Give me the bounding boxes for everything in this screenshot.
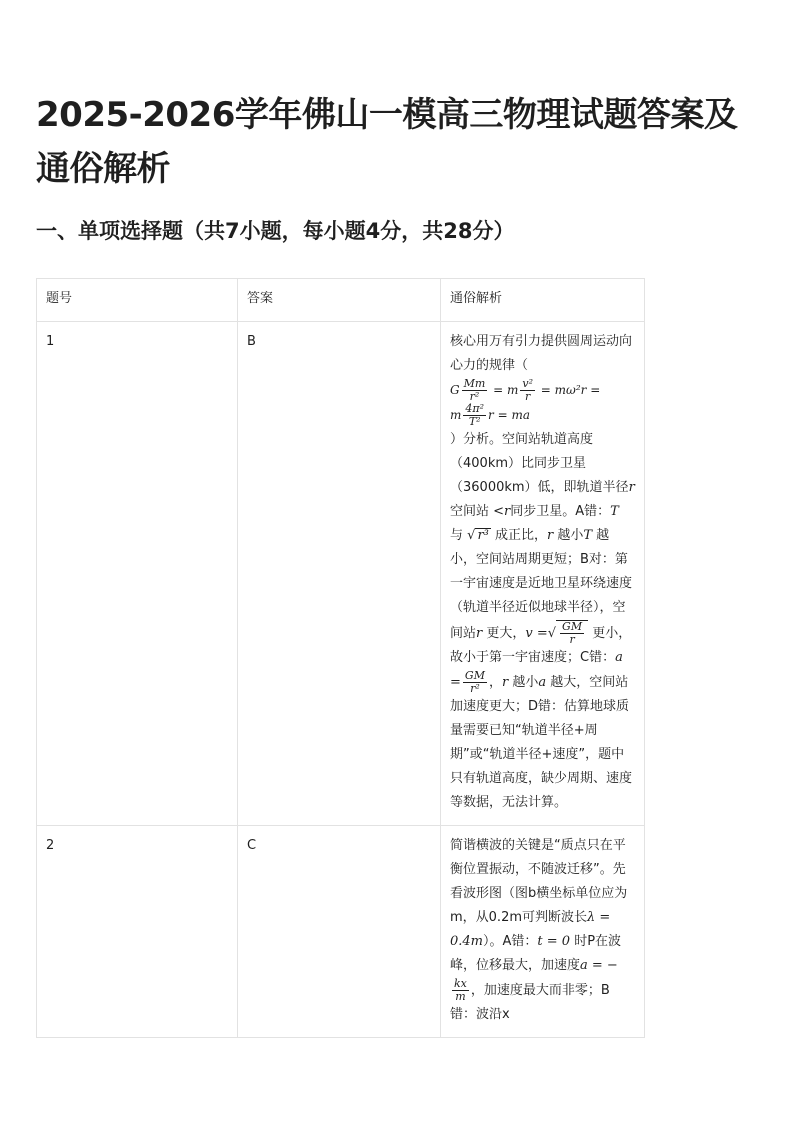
column-header-number: 题号 [37, 279, 238, 322]
question-number: 2 [37, 826, 238, 1038]
table-header-row [37, 279, 645, 322]
page-title: 2025-2026学年佛山一模高三物理试题答案及通俗解析 [36, 95, 738, 189]
formula: G $\frac{Mm}{\text{r²}}$ = m $\frac{\text{v²}}{r}$ = mω²r = [450, 377, 601, 403]
section-title: 一、单项选择题（共7小题，每小题4分，共28分） [36, 219, 515, 243]
answer-table [36, 278, 645, 1038]
expl-text: 简谐横波的关键是“质点只在平衡位置振动，不随波迁移”。先看波形图（图b横坐标单位应为m，从0.2m可判断波长 [450, 838, 628, 925]
table-row [37, 826, 645, 1038]
explanation-cell: 核心用万有引力提供圆周运动向心力的规律（ G $\frac{Mm}{\text{r²}}$ = m $\frac{\text{v²}}{r}$ = mω²r = m $\frac{\text{4π²}}{\text{T²}}$ r = ma ）分析。空间站轨道高度（400km）比同步卫星（36000km）低，即轨道半径r空间站 <r同步卫星。A错：T 与 √ r³ 成正比，r 越小T 越小，空间站周期更短；B对：第一宇宙速度是近地卫星环绕速度（轨道半径近似地球半径），空间站r 更大，v =√ $\frac{GM}{r}$ 更小，故小于第一宇宙速度；C错：a = $\frac{GM}{\text{r²}}$ ，r 越小a 越大，空间站加速度更大；D错：估算地球质量需要已知“轨道半径+周期”或“轨道半径+速度”，题中只有轨道高度，缺少周期、速度等数据，无法计算。 [441, 322, 645, 826]
expl-text: 核心用万有引力提供圆周运动向心力的规律（ [450, 334, 633, 373]
table-row [37, 322, 645, 826]
column-header-answer: 答案 [238, 279, 441, 322]
question-number: 1 [37, 322, 238, 826]
column-header-explanation: 通俗解析 [441, 279, 645, 322]
formula: m $\frac{\text{4π²}}{\text{T²}}$ r = ma [450, 402, 530, 428]
answer-value: B [238, 322, 441, 826]
answer-value: C [238, 826, 441, 1038]
explanation-cell: 简谐横波的关键是“质点只在平衡位置振动，不随波迁移”。先看波形图（图b横坐标单位应为m，从0.2m可判断波长λ = 0.4m）。A错：t = 0 时P在波峰，位移最大，加速度a = − $\frac{kx}{m}$ ，加速度最大而非零；B错：波沿x [441, 826, 645, 1038]
